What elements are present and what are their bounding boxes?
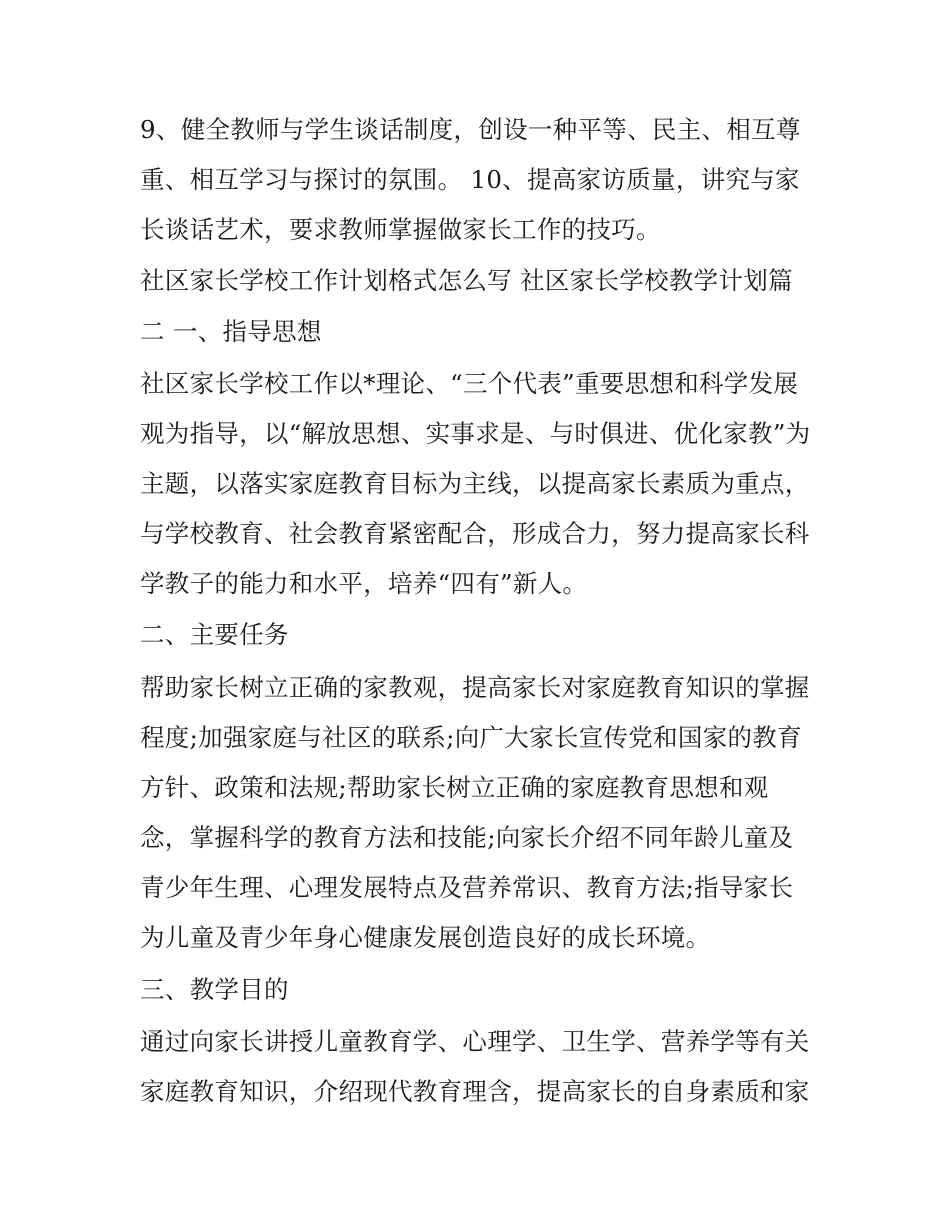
text-line: 主题，以落实家庭教育目标为主线，以提高家长素质为重点， [140,469,810,498]
text-line: 9、健全教师与学生谈话制度，创设一种平等、民主、相互尊 [140,115,801,144]
text-line: 帮助家长树立正确的家教观，提高家长对家庭教育知识的掌握 [140,673,810,702]
text-line: 家庭教育知识，介绍现代教育理含，提高家长的自身素质和家 [140,1077,810,1106]
text-line: 观为指导，以“解放思想、实事求是、与时俱进、优化家教”为 [140,419,811,448]
section-heading: 二 一、指导思想 [140,317,322,346]
text-line: 长谈话艺术，要求教师掌握做家长工作的技巧。 [140,215,661,244]
text-line: 与学校教育、社会教育紧密配合，形成合力，努力提高家长科 [140,519,810,548]
text-line: 社区家长学校工作计划格式怎么写 社区家长学校教学计划篇 [140,266,793,295]
section-heading: 三、教学目的 [140,975,289,1004]
section-heading: 二、主要任务 [140,620,289,649]
text-line: 方针、政策和法规;帮助家长树立正确的家庭教育思想和观 [140,773,769,802]
text-line: 程度;加强家庭与社区的联系;向广大家长宣传党和国家的教育 [140,723,802,752]
text-line: 念，掌握科学的教育方法和技能;向家长介绍不同年龄儿童及 [140,823,794,852]
text-line: 青少年生理、心理发展特点及营养常识、教育方法;指导家长 [140,873,794,902]
text-line: 通过向家长讲授儿童教育学、心理学、卫生学、营养学等有关 [140,1027,810,1056]
text-line: 为儿童及青少年身心健康发展创造良好的成长环境。 [140,923,711,952]
text-line: 学教子的能力和水平，培养“四有”新人。 [140,569,588,598]
text-line: 社区家长学校工作以*理论、“三个代表”重要思想和科学发展 [140,369,799,398]
text-line: 重、相互学习与探讨的氛围。 10、提高家访质量，讲究与家 [140,165,800,194]
